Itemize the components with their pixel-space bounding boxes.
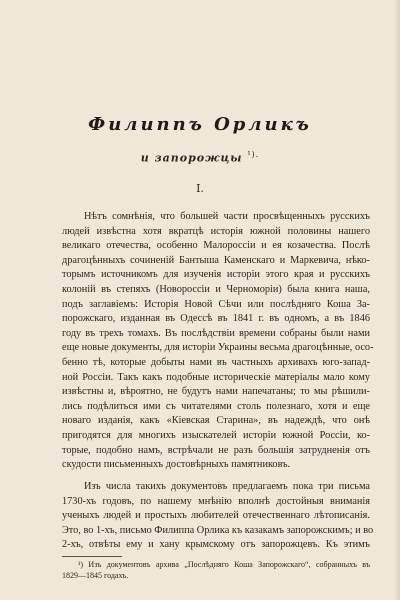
footnote [62,559,370,581]
text-line: торымъ источникомъ для изученія исторіи этого края и русскихъ [62,269,370,281]
paragraph-2 [62,480,374,553]
text-line: 2-хъ, отвѣты ему и хану крымскому отъ запорожцевъ. Къ этимъ [62,539,370,551]
text-line: ученыхъ людей и простыхъ любителей отечественнаго лѣтописанія. [62,510,370,522]
text-line: подъ заглавіемъ: Исторія Новой Сѣчи или послѣдняго Коша За- [62,298,370,310]
section-number: I. [196,182,204,195]
text-line: году въ трехъ томахъ. Въ послѣдствіи времени собраны были нами [62,327,370,339]
text-line: 1730-хъ годовъ, по нашему мнѣнію вполнѣ достойныя вниманія [62,495,370,507]
text-line: великаго отечества, особенно Малороссіи и ея козачества. Послѣ [62,240,370,252]
text-line: лись подѣлиться ими съ читателями столь полезнаго, хотя и еще [62,400,370,412]
text-line: извѣстны и, вѣроятно, не будутъ нами напечатаны; то мы рѣшили- [62,386,370,398]
footnote-line: 1829—1845 годахъ. [62,571,129,580]
text-line: порожскаго, изданная въ Одессѣ въ 1841 г. въ одномъ, а въ 1846 [62,313,370,325]
text-line: новаго изданія, какъ «Кіевская Старина», въ надеждѣ, что онѣ [62,415,370,427]
subtitle-footnote-mark: ¹). [247,150,260,159]
text-line: пригодятся для многихъ изыскателей исторіи южной Россіи, ко- [62,429,370,441]
paragraph-1 [62,210,374,473]
text-line: Это, во 1-хъ, письмо Филиппа Орлика къ казакамъ запорожскимъ; и во [62,524,374,536]
text-line: ной Россіи. Такъ какъ подобные историческіе матеріалы мало кому [62,371,370,383]
article-title: Филиппъ Орликъ [88,114,312,135]
article-subtitle [0,150,400,165]
text-line: колоній въ степяхъ (Новороссіи и Черноморіи) была книга наша, [62,283,370,295]
text-line: скудости письменныхъ достовѣрныхъ памятниковъ. [62,459,291,471]
footnote-divider [62,556,122,557]
text-line: Изъ числа такихъ документовъ предлагаемъ пока три письма [84,481,370,492]
text-line: драгоцѣнныхъ сочиненій Бантыша Каменскаго и Маркевича, нѣко- [62,254,370,266]
text-line: людей извѣстна хотя вкратцѣ исторія южной половины нашего [62,225,370,237]
page-edge-shadow [394,0,400,600]
footnote-line: ¹) Изъ документовъ архива „Послѣдняго Коша Запорожскаго“, собранныхъ въ [78,560,370,569]
subtitle-text: и запорожцы [140,151,243,165]
text-line: Нѣтъ сомнѣнія, что большей части просвѣщенныхъ русскихъ [84,211,370,222]
text-line: бенно тѣ, которые добыты нами въ частныхъ архивахъ юго-запад- [62,356,370,368]
text-line: еще новые документы, для исторіи Украины весьма драгоцѣнные, осо- [62,342,374,354]
text-line: торые, подобно намъ, встрѣчали не разъ большія затрудненія отъ [62,444,370,456]
